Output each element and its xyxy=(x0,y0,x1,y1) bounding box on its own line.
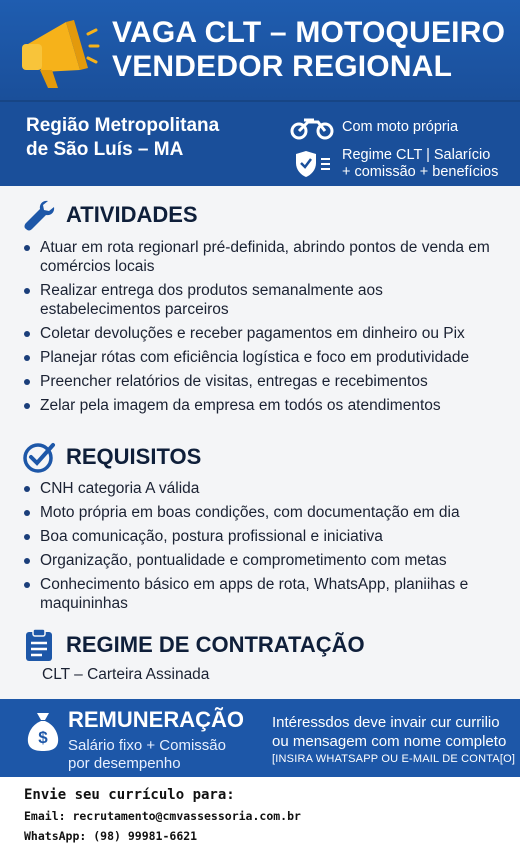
instructions-line-1: Intéressdos deve invair cur currilio xyxy=(272,714,500,731)
instructions-line-2: ou mensagem com nome completo xyxy=(272,733,507,750)
title-line-2: VENDEDOR REGIONAL xyxy=(112,50,453,83)
region-line-1: Região Metropolitana xyxy=(26,115,220,136)
regime-line-1: Regime CLT | Salarício xyxy=(342,147,491,163)
list-item: Atuar em rota regionarl pré-definida, abrindo pontos de venda em comércios locais xyxy=(24,238,504,276)
list-item: Coletar devoluções e receber pagamentos em dinheiro ou Pix xyxy=(24,324,504,343)
region xyxy=(26,114,276,162)
list-item: Realizar entrega dos produtos semanalmente aos estabelecimentos parceiros xyxy=(24,281,504,319)
band-details xyxy=(290,112,515,181)
wrench-icon xyxy=(22,198,56,232)
atividades-title: ATIVIDADES xyxy=(66,202,198,227)
clipboard-icon xyxy=(22,628,56,662)
moto-row xyxy=(290,112,515,141)
remuneracao-desc xyxy=(68,737,258,773)
checkmark-circle-icon xyxy=(22,440,56,474)
remuneracao-band xyxy=(0,699,520,777)
list-item: CNH categoria A válida xyxy=(24,479,504,498)
list-item: Preencher relatórios de visitas, entregas e recebimentos xyxy=(24,372,504,391)
header xyxy=(0,0,520,100)
footer-heading: Envie seu currículo para: xyxy=(24,787,235,803)
regime-row xyxy=(290,147,515,181)
megaphone-icon xyxy=(18,14,100,90)
info-band xyxy=(0,100,520,186)
remuneracao-desc-line-2: por desempenho xyxy=(68,755,181,772)
page-title xyxy=(112,16,512,84)
list-item: Moto própria em boas condições, com documentação em dia xyxy=(24,503,504,522)
content xyxy=(0,186,520,698)
list-item: Conhecimento básico em apps de rota, WhatsApp, planiihas e maquininhas xyxy=(24,575,504,613)
moto-label: Com moto própria xyxy=(342,119,459,135)
list-item: Boa comunicação, postura profissional e iniciativa xyxy=(24,527,504,546)
svg-text:$: $ xyxy=(38,728,48,747)
list-item: Organização, pontualidade e comprometimento com metas xyxy=(24,551,504,570)
contact-whatsapp[interactable]: WhatsApp: (98) 99981-6621 xyxy=(24,829,198,843)
regime-text: CLT – Carteira Assinada xyxy=(42,666,210,683)
money-bag-icon xyxy=(26,709,60,753)
regime-line-2: + comissão + benefícios xyxy=(342,164,499,180)
regime-heading xyxy=(22,628,502,662)
application-instructions xyxy=(272,713,516,767)
shield-check-icon xyxy=(294,149,334,179)
footer xyxy=(0,777,520,847)
region-line-2: de São Luís – MA xyxy=(26,139,184,160)
list-item: Planejar rótas com eficiência logística e foco em produtividade xyxy=(24,348,504,367)
atividades-list xyxy=(24,238,504,420)
contact-email[interactable]: Email: recrutamento@cmvassessoria.com.br xyxy=(24,809,301,823)
remuneracao-title: REMUNERAÇÃO xyxy=(68,707,244,732)
regime-title: REGIME DE CONTRATAÇÃO xyxy=(66,632,365,657)
atividades-heading xyxy=(22,198,502,232)
title-line-1: VAGA CLT – MOTOQUEIRO xyxy=(112,16,506,49)
requisitos-heading xyxy=(22,440,502,474)
instructions-line-3: [INSIRA WHATSAPP OU E-MAIL DE CONTA[O] xyxy=(272,753,516,765)
motorcycle-icon xyxy=(290,114,334,140)
requisitos-title: REQUISITOS xyxy=(66,444,202,469)
requisitos-list xyxy=(24,479,504,618)
remuneracao-desc-line-1: Salário fixo + Comissão xyxy=(68,737,226,754)
list-item: Zelar pela imagem da empresa em todós os atendimentos xyxy=(24,396,504,415)
